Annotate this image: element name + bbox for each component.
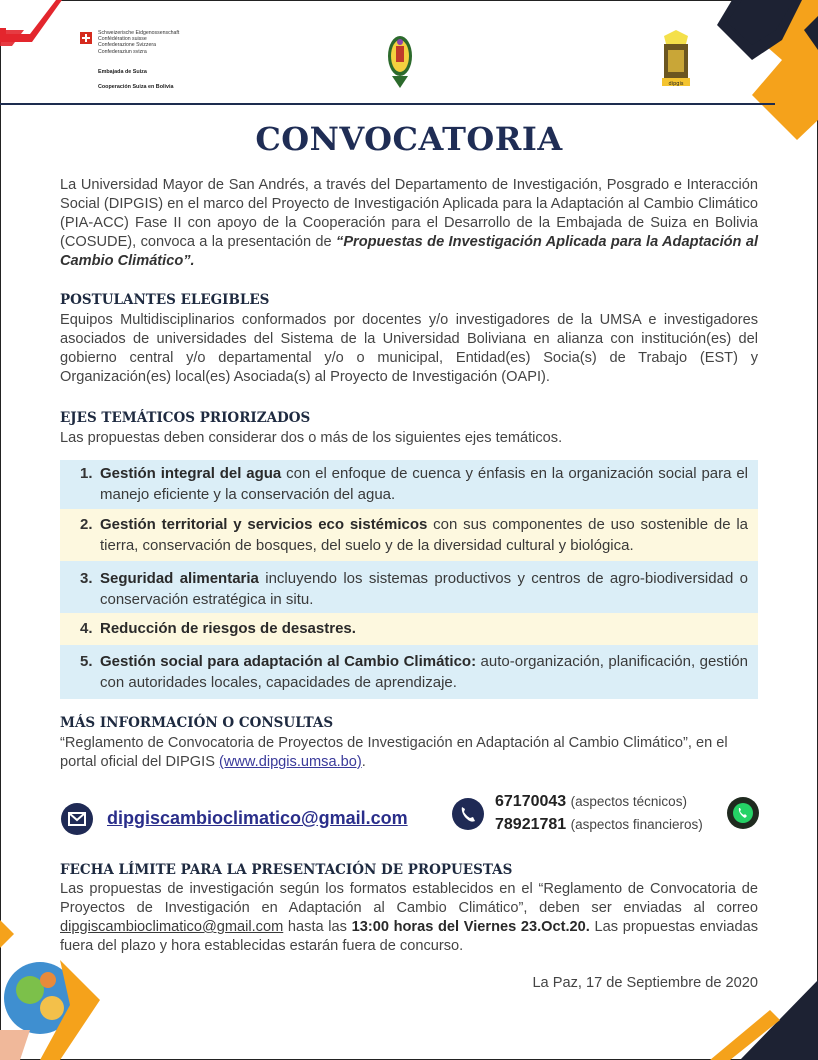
intro-text: La Universidad Mayor de San Andrés, a través del Departamento de Investigación, Posgrado e Interacción Social (DIPGIS) en el marco del Proyecto de Investigación Aplicada para la Adaptación al Cambio Climático (PIA-ACC) Fase II con apoyo de la Cooperación para el Desarrollo de la Embajada de Suiza en Bolivia (COSUDE), convoca a la presentación de <box>60 177 758 250</box>
cooperation-label: Cooperación Suiza en Bolivia <box>98 84 174 90</box>
list-item-text: incluyendo los sistemas productivos y centros de agro-biodiversidad o conservación estratégica in situ. <box>100 570 748 608</box>
mas-info-heading: MÁS INFORMACIÓN O CONSULTAS <box>60 715 334 731</box>
list-item-title: Seguridad alimentaria <box>100 570 259 587</box>
corner-decoration-top-right <box>712 0 818 140</box>
list-item-number: 5. <box>80 653 93 670</box>
list-item <box>60 460 758 509</box>
list-item <box>60 509 758 561</box>
ejes-intro: Las propuestas deben considerar dos o más de los siguientes ejes temáticos. <box>60 430 563 446</box>
swiss-flag-icon <box>80 32 92 44</box>
dipgis-website-link[interactable]: (www.dipgis.umsa.bo) <box>218 754 362 770</box>
phone-1-note: (aspectos técnicos) <box>570 794 687 809</box>
phone-numbers <box>495 790 703 836</box>
list-item-title: Gestión territorial y servicios eco sistémicos <box>100 516 428 533</box>
deadline-heading: FECHA LÍMITE PARA LA PRESENTACIÓN DE PROPUESTAS <box>60 862 513 878</box>
intro-paragraph <box>60 176 758 271</box>
phone-icon <box>452 798 484 830</box>
phone-1[interactable]: 67170043 <box>495 793 567 810</box>
list-item-title: Gestión social para adaptación al Cambio Climático: <box>100 653 477 670</box>
corner-decoration-bottom-right <box>700 980 818 1060</box>
list-item-number: 1. <box>80 465 93 482</box>
list-item-text: con el enfoque de cuenca y énfasis en la organización social para el manejo eficiente y la conservación del agua. <box>100 465 748 503</box>
deadline-body: Las propuestas de investigación según los formatos establecidos en el “Reglamento de Convocatoria de Proyectos de Investigación en Adaptación al Cambio Climático”, deben ser enviadas al correo <box>60 881 758 916</box>
page-title: CONVOCATORIA <box>255 120 563 158</box>
dipgis-logo-text: dipgis <box>668 81 684 87</box>
deadline-time: 13:00 horas del Viernes 23.Oct.20. <box>351 919 590 935</box>
mas-info-text <box>60 734 758 772</box>
swiss-confederation-names <box>98 30 218 55</box>
list-item-number: 2. <box>80 516 93 533</box>
swiss-name-de: Schweizerische Eidgenossenschaft <box>98 30 180 36</box>
postulantes-text: Equipos Multidisciplinarios conformados por docentes y/o investigadores de la UMSA e investigadores asociados de universidades del Sistema de la Universidad Boliviana en alianza con institución(es) del gobierno central y/o departamental y/o o municipal, Entidad(es) Socia(s) de Trabajo (EST) y Organización(es) local(es) Asociada(s) al Proyecto de Investigación (OAPI). <box>60 312 758 385</box>
list-item <box>60 561 758 613</box>
corner-decoration-top-left <box>0 0 70 50</box>
swiss-name-it: Confederazione Svizzera <box>98 42 156 49</box>
whatsapp-icon <box>727 797 759 829</box>
list-item-title: Gestión integral del agua <box>100 465 282 482</box>
phone-2-note: (aspectos financieros) <box>570 817 703 832</box>
deadline-text <box>60 880 758 956</box>
phone-2[interactable]: 78921781 <box>495 816 567 833</box>
list-item-text: auto-organización, planificación, gestión con autoridades locales, capacidades de aprendizaje. <box>100 653 748 691</box>
intro-emphasis: “Propuestas de Investigación Aplicada para la Adaptación al Cambio Climático”. <box>60 234 758 269</box>
email-icon <box>61 803 93 835</box>
embassy-label: Embajada de Suiza <box>98 69 147 75</box>
deadline-email-link[interactable]: dipgiscambioclimatico@gmail.com <box>60 919 284 935</box>
mas-info-body: “Reglamento de Convocatoria de Proyectos de Investigación en Adaptación al Cambio Climático”, en el portal oficial del DIPGIS <box>60 735 728 770</box>
ejes-heading: EJES TEMÁTICOS PRIORIZADOS <box>60 410 311 426</box>
list-item-number: 3. <box>80 570 93 587</box>
issue-date: La Paz, 17 de Septiembre de 2020 <box>532 975 758 991</box>
list-item <box>60 645 758 699</box>
mas-info-end: . <box>361 754 366 770</box>
deadline-end: Las propuestas enviadas fuera del plazo y hora establecidas estarán fuera de concurso. <box>60 919 758 954</box>
list-item-text: con sus componentes de uso sostenible de la tierra, conservación de bosques, del suelo y de la diversidad cultural y biológica. <box>100 516 749 554</box>
header-divider <box>0 103 775 105</box>
list-item <box>60 613 758 645</box>
dipgis-logo-icon <box>656 28 696 90</box>
deadline-until: hasta las <box>283 919 352 935</box>
list-item-title: Reducción de riesgos de desastres. <box>100 620 356 637</box>
umsa-crest-icon <box>386 32 414 90</box>
swiss-name-rm: Confederaziun svizra <box>98 48 147 55</box>
ejes-list <box>60 460 758 699</box>
swiss-name-fr: Confédération suisse <box>98 36 147 43</box>
contact-email-link[interactable]: dipgiscambioclimatico@gmail.com <box>107 808 408 828</box>
postulantes-heading: POSTULANTES ELEGIBLES <box>60 292 270 308</box>
list-item-number: 4. <box>80 620 93 637</box>
